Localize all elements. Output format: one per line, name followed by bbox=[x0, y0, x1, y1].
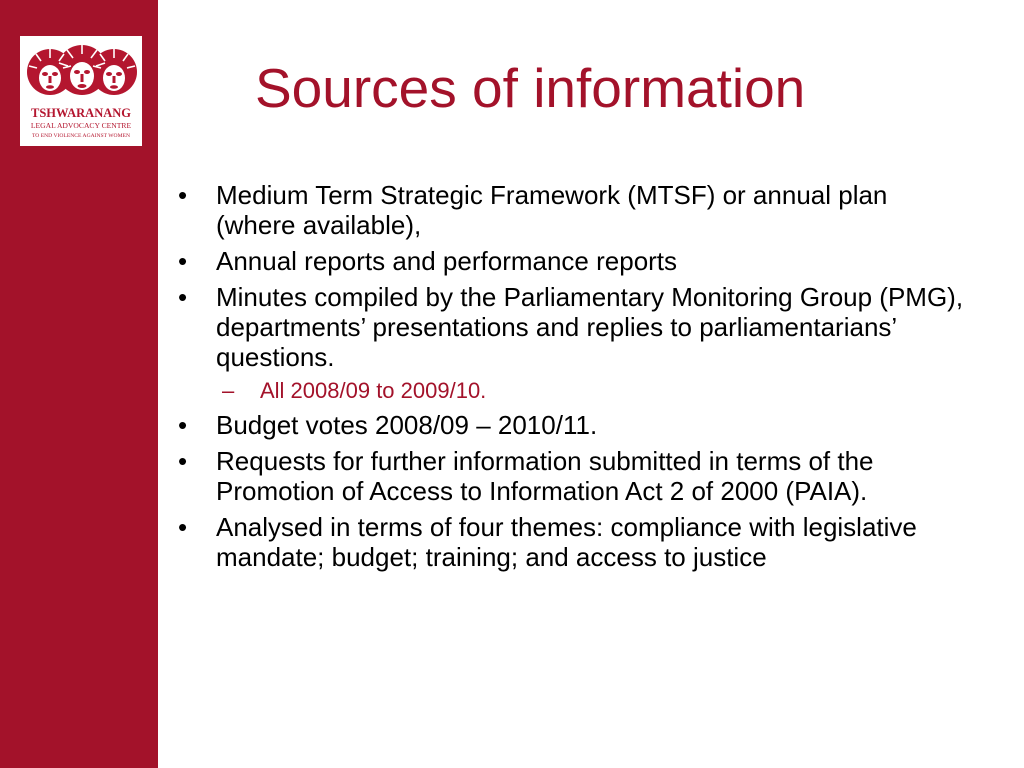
logo-line-2: TO END VIOLENCE AGAINST WOMEN bbox=[31, 133, 131, 139]
logo-name: TSHWARANANG bbox=[30, 106, 132, 120]
bullet-marker: • bbox=[178, 512, 188, 542]
bullet-list bbox=[172, 180, 972, 578]
bullet-marker: • bbox=[178, 282, 188, 312]
bullet-item-minutes bbox=[172, 282, 972, 372]
bullet-marker: • bbox=[178, 180, 188, 210]
bullet-text: Requests for further information submitted in terms of the Promotion of Access to Information Act 2 of 2000 (PAIA). bbox=[216, 446, 874, 506]
masks-logo-icon bbox=[20, 36, 142, 146]
bullet-marker: • bbox=[178, 410, 188, 440]
bullet-text: Annual reports and performance reports bbox=[216, 246, 678, 276]
bullet-text: Medium Term Strategic Framework (MTSF) or annual plan (where available), bbox=[216, 180, 888, 240]
bullet-item-budget-votes bbox=[172, 410, 972, 440]
organization-logo bbox=[20, 36, 142, 146]
sub-bullet-item-years bbox=[172, 378, 972, 404]
bullet-item-paia-requests bbox=[172, 446, 972, 506]
bullet-marker: • bbox=[178, 446, 188, 476]
bullet-item-themes bbox=[172, 512, 972, 572]
bullet-text: Analysed in terms of four themes: compliance with legislative mandate; budget; training; and access to justice bbox=[216, 512, 917, 572]
logo-line-1: LEGAL ADVOCACY CENTRE bbox=[30, 121, 132, 130]
bullet-text: Budget votes 2008/09 – 2010/11. bbox=[216, 410, 598, 440]
bullet-item-annual-reports bbox=[172, 246, 972, 276]
sub-bullet-text: All 2008/09 to 2009/10. bbox=[260, 378, 487, 403]
bullet-marker: • bbox=[178, 246, 188, 276]
slide-title: Sources of information bbox=[255, 57, 806, 119]
bullet-item-mtsf bbox=[172, 180, 972, 240]
bullet-text: Minutes compiled by the Parliamentary Monitoring Group (PMG), departments’ presentations and replies to parliamentarians’ questions. bbox=[216, 282, 964, 372]
sub-bullet-marker: – bbox=[222, 378, 235, 403]
